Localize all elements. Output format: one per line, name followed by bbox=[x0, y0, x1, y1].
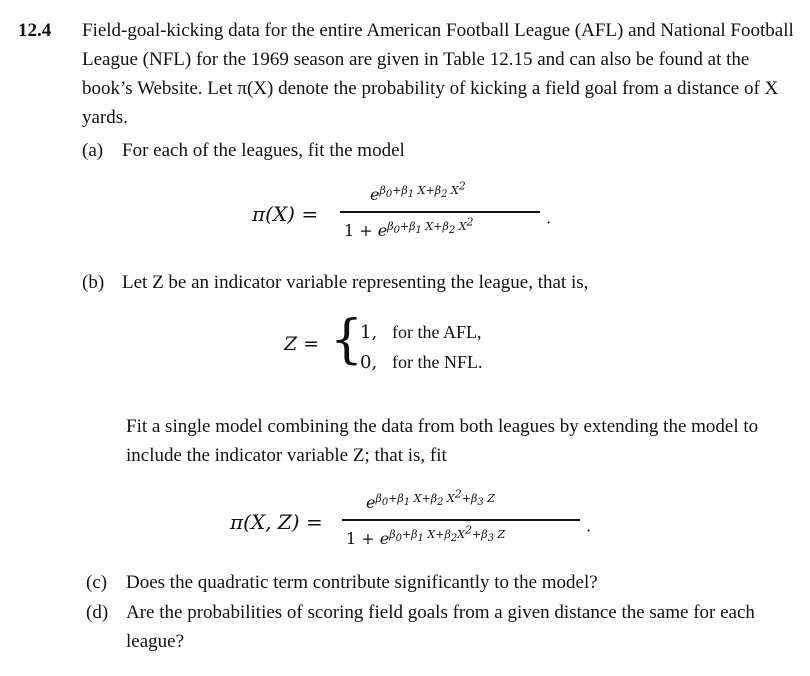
cases-z-lhs: Z = bbox=[284, 333, 320, 355]
cases-brace: { bbox=[330, 310, 364, 370]
part-c-text: Does the quadratic term contribute significantly to the model? bbox=[126, 572, 598, 593]
equation-a bbox=[0, 178, 810, 248]
equation-a-period: · bbox=[546, 213, 552, 232]
problem-statement: Field-goal-kicking data for the entire American Football League (AFL) and National Football League (NFL) for the 1969 season are given in Table 12.15 and can also be found at the book’s Website. Let π(X) denote the probability of kicking a field goal from a distance of X yards. bbox=[82, 20, 794, 128]
equation-b-lhs: π(X, Z) = bbox=[230, 510, 323, 534]
part-d-text: Are the probabilities of scoring field goals from a given distance the same for each league? bbox=[126, 602, 755, 652]
part-c-label: (c) bbox=[86, 572, 108, 593]
part-a bbox=[82, 136, 405, 165]
part-c bbox=[86, 568, 598, 597]
case-row bbox=[360, 318, 482, 347]
part-a-label: (a) bbox=[82, 140, 104, 161]
case-value: 0, bbox=[360, 352, 378, 373]
equation-a-fraction-bar bbox=[340, 211, 540, 213]
equation-b-fraction-bar bbox=[342, 519, 580, 521]
case-row bbox=[360, 348, 482, 377]
part-d-label: (d) bbox=[86, 602, 109, 623]
part-b-text: Let Z be an indicator variable representing the league, that is, bbox=[122, 272, 589, 293]
problem-number: 12.4 bbox=[18, 20, 52, 41]
part-d-label-row bbox=[86, 598, 126, 627]
part-b-label: (b) bbox=[82, 272, 105, 293]
part-b bbox=[82, 268, 588, 297]
equation-b-period: · bbox=[586, 521, 592, 540]
part-b-text2: Fit a single model combining the data from both leagues by extending the model to include the indicator variable Z; that is, fit bbox=[126, 416, 759, 466]
equation-a-numerator: $e^{\beta_0+\beta_1 X+\beta_2 X^2}$ bbox=[370, 179, 466, 204]
part-a-text: For each of the leagues, fit the model bbox=[122, 140, 405, 161]
equation-b-numerator: $e^{\beta_0+\beta_1 X+\beta_2 X^2+\beta_3 Z}$ bbox=[366, 487, 495, 512]
equation-a-lhs: π(X) = bbox=[252, 202, 319, 226]
case-value: 1, bbox=[360, 322, 378, 343]
case-condition: for the AFL, bbox=[392, 322, 482, 342]
cases-z bbox=[0, 310, 810, 380]
equation-b-denominator: $1 + e^{\beta_0+\beta_1 X+\beta_2X^2+\beta_3 Z}$ bbox=[346, 523, 506, 548]
equation-a-denominator: $1 + e^{\beta_0+\beta_1 X+\beta_2 X^2}$ bbox=[344, 215, 474, 240]
case-condition: for the NFL. bbox=[392, 352, 483, 372]
equation-b bbox=[0, 482, 810, 552]
